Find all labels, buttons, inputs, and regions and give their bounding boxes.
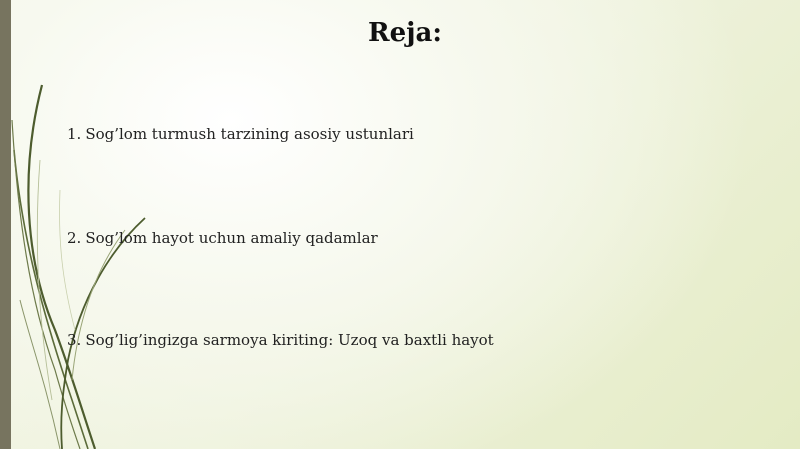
agenda-item-number: 1. [67, 125, 82, 143]
agenda-item-3 [67, 331, 494, 349]
agenda-item-number: 3. [67, 331, 82, 349]
agenda-item-text: Sog’lom hayot uchun amaliy qadamlar [85, 229, 378, 247]
slide-title: Reja: [367, 18, 442, 48]
agenda-item-text: Sog’lom turmush tarzining asosiy ustunlari [85, 125, 414, 143]
agenda-item-1 [67, 125, 414, 143]
agenda-item-number: 2. [67, 229, 82, 247]
agenda-item-text: Sog’lig’ingizga sarmoya kiriting: Uzoq va baxtli hayot [85, 331, 494, 349]
agenda-item-2 [67, 229, 378, 247]
